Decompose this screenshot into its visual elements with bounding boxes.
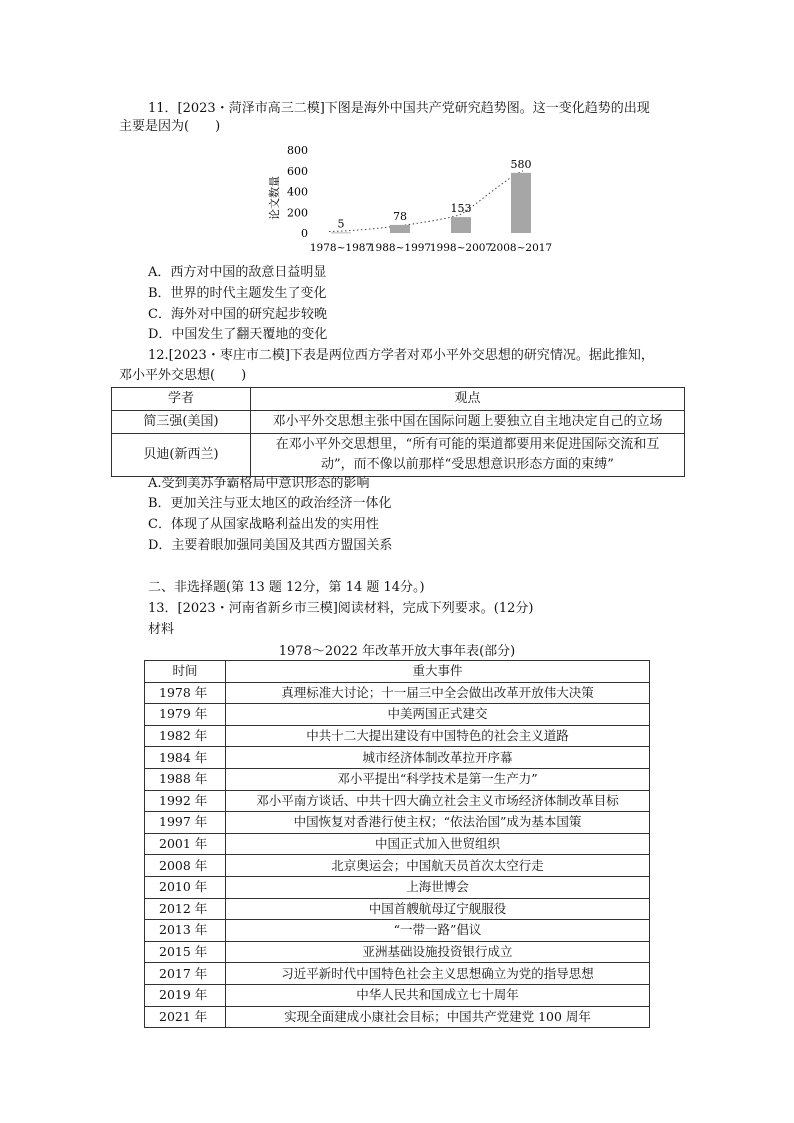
q11-option-c: C．海外对中国的研究起步较晚 xyxy=(148,307,327,322)
bar xyxy=(331,232,351,233)
q11-option-b: B．世界的时代主题发生了变化 xyxy=(148,286,327,301)
year-cell: 1978 年 xyxy=(145,682,226,704)
table-header-row xyxy=(145,661,650,683)
data-label: 5 xyxy=(337,217,345,231)
table-row xyxy=(145,1006,650,1028)
table-row xyxy=(145,920,650,942)
q12-option-c: C．体现了从国家战略利益出发的实用性 xyxy=(148,517,379,532)
event-cell: 上海世博会 xyxy=(226,876,650,898)
event-cell: 真理标准大讨论；十一届三中全会做出改革开放伟大决策 xyxy=(226,682,650,704)
year-cell: 2015 年 xyxy=(145,941,226,963)
year-cell: 2008 年 xyxy=(145,855,226,877)
event-cell: 中国首艘航母辽宁舰服役 xyxy=(226,898,650,920)
bar xyxy=(511,173,531,233)
scholar-table xyxy=(111,387,685,477)
q13-stem: 13．[2023・河南省新乡市三模]阅读材料，完成下列要求。(12分) xyxy=(148,601,534,616)
reform-timeline-table xyxy=(144,660,650,1028)
table-row xyxy=(145,898,650,920)
table-row xyxy=(145,704,650,726)
header-event: 重大事件 xyxy=(226,661,650,683)
q12-option-b: B．更加关注与亚太地区的政治经济一体化 xyxy=(148,496,392,511)
event-cell: 中共十二大提出建设有中国特色的社会主义道路 xyxy=(226,725,650,747)
year-cell: 1979 年 xyxy=(145,704,226,726)
event-cell: “一带一路”倡议 xyxy=(226,920,650,942)
event-cell: 城市经济体制改革拉开序幕 xyxy=(226,747,650,769)
q11-option-a: A．西方对中国的敌意日益明显 xyxy=(148,265,327,280)
scholar-view xyxy=(251,434,685,477)
table-caption: 1978～2022 年改革开放大事年表(部分) xyxy=(278,644,516,659)
year-cell: 2017 年 xyxy=(145,963,226,985)
x-tick-label: 1998~2007 xyxy=(429,242,493,254)
table-row xyxy=(145,682,650,704)
year-cell: 1992 年 xyxy=(145,790,226,812)
table-header-row xyxy=(112,388,685,411)
scholar-view xyxy=(251,411,685,434)
year-cell: 1982 年 xyxy=(145,725,226,747)
x-tick-label: 1978~1987 xyxy=(309,242,373,254)
y-tick-label: 800 xyxy=(287,144,308,157)
data-label: 153 xyxy=(450,202,472,216)
q12-stem-line1: 12.[2023・枣庄市二模]下表是两位西方学者对邓小平外交思想的研究情况。据此推知， xyxy=(148,348,654,363)
view-text-line2: 动”，而不像以前那样“受思想意识形态方面的束缚” xyxy=(321,457,614,472)
section-title: 二、非选择题(第 13 题 12分，第 14 题 14分。) xyxy=(148,580,425,595)
table-row xyxy=(145,790,650,812)
year-cell: 2012 年 xyxy=(145,898,226,920)
q11-option-d: D．中国发生了翻天覆地的变化 xyxy=(148,327,328,342)
year-cell: 2021 年 xyxy=(145,1006,226,1028)
scholar-name: 简三强(美国) xyxy=(112,411,251,434)
event-cell: 中国恢复对香港行使主权；“依法治国”成为基本国策 xyxy=(226,812,650,834)
year-cell: 2019 年 xyxy=(145,984,226,1006)
header-view: 观点 xyxy=(251,388,685,411)
year-cell: 2001 年 xyxy=(145,833,226,855)
event-cell: 邓小平提出“科学技术是第一生产力” xyxy=(226,768,650,790)
y-tick-label: 600 xyxy=(287,164,308,178)
table-row xyxy=(112,434,685,477)
year-cell: 1988 年 xyxy=(145,768,226,790)
header-scholar: 学者 xyxy=(112,388,251,411)
y-axis-label: 论文数量 xyxy=(268,176,281,220)
bar xyxy=(451,217,471,233)
q11-stem-line2: 主要是因为( ) xyxy=(119,119,221,134)
y-tick-label: 400 xyxy=(287,185,308,199)
y-tick-label: 200 xyxy=(287,206,308,220)
event-cell: 邓小平南方谈话、中共十四大确立社会主义市场经济体制改革目标 xyxy=(226,790,650,812)
event-cell: 实现全面建成小康社会目标；中国共产党建党 100 周年 xyxy=(226,1006,650,1028)
event-cell: 北京奥运会；中国航天员首次太空行走 xyxy=(226,855,650,877)
year-cell: 2013 年 xyxy=(145,920,226,942)
research-trend-chart xyxy=(258,140,558,258)
table-row xyxy=(145,812,650,834)
view-text-line1: 在邓小平外交思想里，“所有可能的渠道都要用来促进国际交流和互 xyxy=(275,437,660,452)
table-row xyxy=(112,411,685,434)
table-row xyxy=(145,941,650,963)
x-tick-label: 2008~2017 xyxy=(489,242,553,254)
x-tick-label: 1988~1997 xyxy=(368,242,432,254)
q12-stem-line2: 邓小平外交思想( ) xyxy=(119,368,247,383)
table-row xyxy=(145,833,650,855)
table-row xyxy=(145,984,650,1006)
year-cell: 1984 年 xyxy=(145,747,226,769)
material-label: 材料 xyxy=(148,622,175,637)
q11-stem-line1: 11．[2023・菏泽市高三二模]下图是海外中国共产党研究趋势图。这一变化趋势的出现 xyxy=(148,101,650,116)
event-cell: 习近平新时代中国特色社会主义思想确立为党的指导思想 xyxy=(226,963,650,985)
table-row xyxy=(145,963,650,985)
scholar-name: 贝迪(新西兰) xyxy=(112,434,251,477)
table-row xyxy=(145,855,650,877)
year-cell: 1997 年 xyxy=(145,812,226,834)
q12-option-d: D．主要着眼加强同美国及其西方盟国关系 xyxy=(148,538,393,553)
bar xyxy=(390,225,410,233)
event-cell: 中华人民共和国成立七十周年 xyxy=(226,984,650,1006)
y-tick-label: 0 xyxy=(301,227,308,240)
view-text: 邓小平外交思想主张中国在国际问题上要独立自主地决定自己的立场 xyxy=(272,414,663,429)
event-cell: 中国正式加入世贸组织 xyxy=(226,833,650,855)
year-cell: 2010 年 xyxy=(145,876,226,898)
table-row xyxy=(145,876,650,898)
table-row xyxy=(145,768,650,790)
event-cell: 亚洲基础设施投资银行成立 xyxy=(226,941,650,963)
table-row xyxy=(145,725,650,747)
data-label: 580 xyxy=(510,157,532,171)
trend-line xyxy=(329,171,523,232)
header-time: 时间 xyxy=(145,661,226,683)
table-row xyxy=(145,747,650,769)
event-cell: 中美两国正式建交 xyxy=(226,704,650,726)
data-label: 78 xyxy=(393,209,407,223)
q12-option-a: A.受到美苏争霸格局中意识形态的影响 xyxy=(148,476,370,491)
